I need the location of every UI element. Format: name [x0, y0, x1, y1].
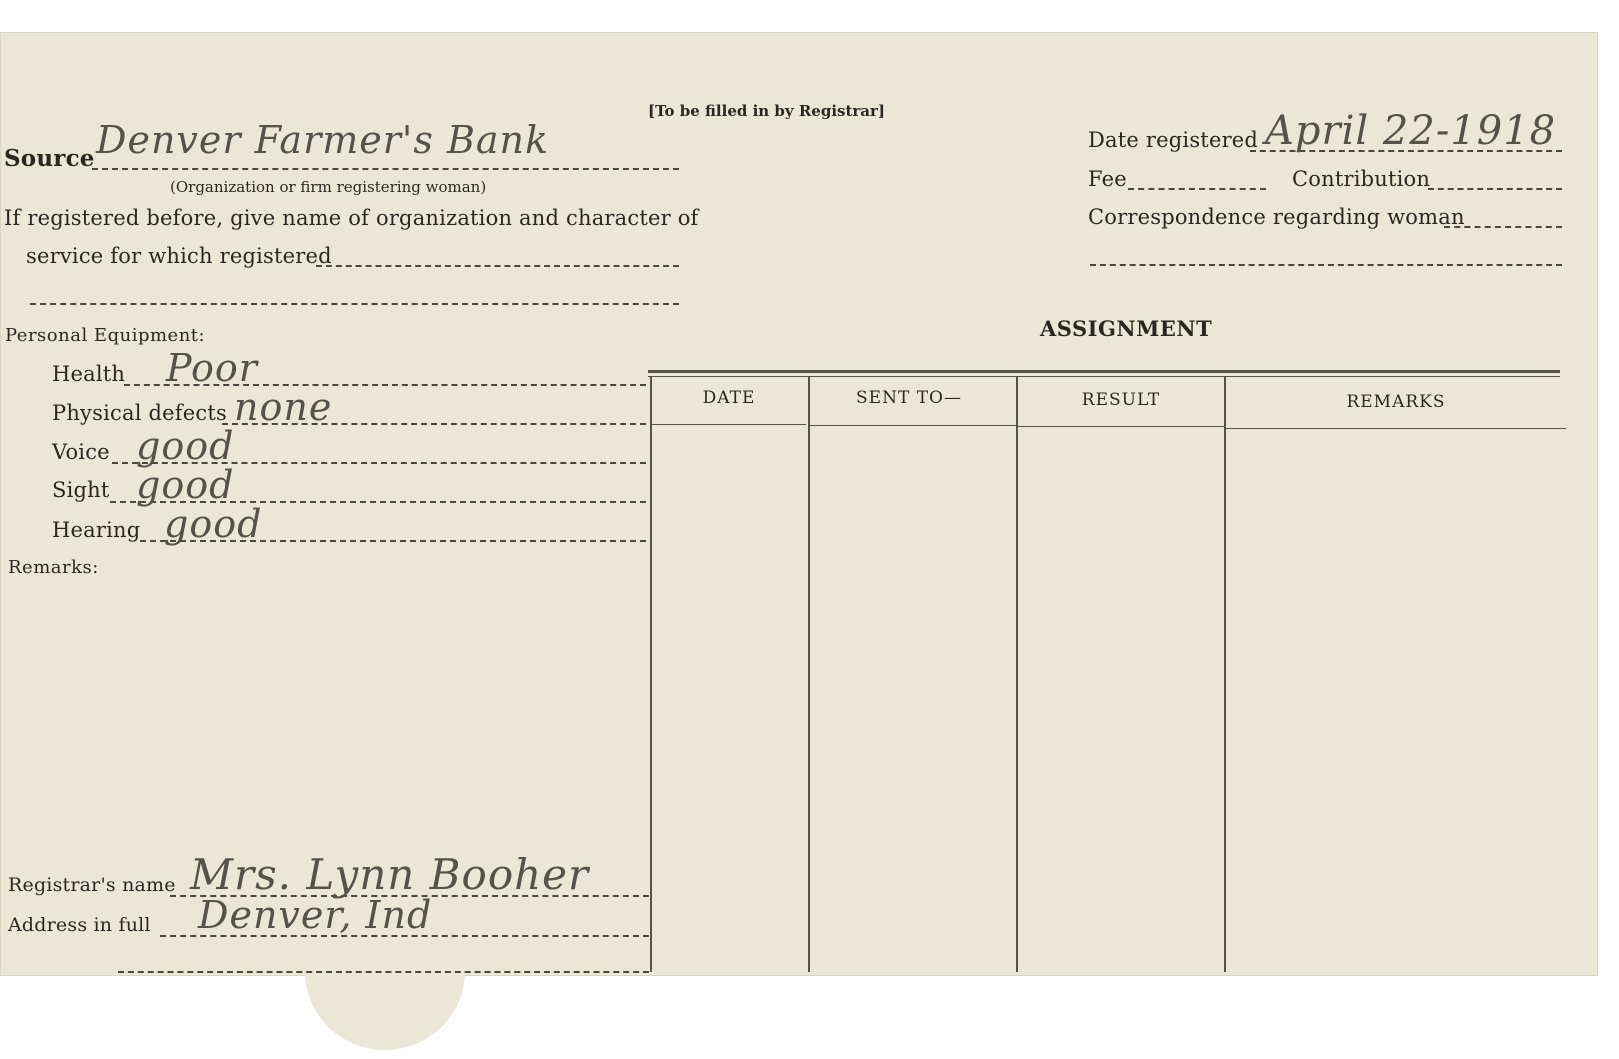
- health-label: Health: [52, 362, 126, 386]
- registered-before-line-2: [30, 303, 679, 305]
- physical-defects-value: none: [234, 385, 333, 429]
- column-result: RESULT: [1081, 390, 1161, 410]
- registrar-note: [To be filled in by Registrar]: [648, 102, 886, 120]
- voice-label: Voice: [52, 440, 110, 464]
- table-col-border-4: [1224, 376, 1226, 972]
- table-col-border-1: [650, 376, 652, 972]
- fee-line: [1128, 188, 1266, 190]
- correspondence-line-2: [1090, 264, 1562, 266]
- hearing-label: Hearing: [52, 518, 141, 542]
- address-label: Address in full: [8, 914, 151, 936]
- voice-value: good: [136, 424, 235, 468]
- address-line-2: [118, 971, 649, 973]
- column-remarks: REMARKS: [1346, 392, 1446, 412]
- correspondence-line: [1444, 226, 1562, 228]
- contribution-label: Contribution: [1292, 167, 1431, 191]
- source-value: Denver Farmer's Bank: [96, 118, 550, 162]
- table-header-rule-2: [810, 425, 1016, 426]
- registered-before-line: [316, 265, 679, 267]
- table-header-rule-1: [652, 424, 806, 425]
- sight-value: good: [136, 463, 235, 507]
- source-line: [92, 168, 679, 170]
- column-date: DATE: [702, 388, 756, 408]
- table-header-rule-3: [1018, 426, 1224, 427]
- remarks-heading: Remarks:: [8, 557, 99, 578]
- registered-before-label: If registered before, give name of organization and character of: [4, 206, 699, 230]
- date-registered-label: Date registered: [1088, 128, 1259, 152]
- table-col-border-2: [808, 376, 810, 972]
- personal-equipment-heading: Personal Equipment:: [5, 325, 206, 346]
- table-col-border-3: [1016, 376, 1018, 972]
- address-value: Denver, Ind: [198, 893, 433, 937]
- physical-defects-label: Physical defects: [52, 401, 227, 425]
- column-sent-to: SENT TO—: [856, 388, 962, 408]
- health-value: Poor: [166, 346, 258, 390]
- date-registered-value: April 22-1918: [1265, 108, 1557, 154]
- table-header-rule-4: [1226, 428, 1566, 429]
- table-top-rule-2: [648, 376, 1560, 377]
- contribution-line: [1428, 188, 1562, 190]
- assignment-heading: ASSIGNMENT: [1040, 316, 1213, 341]
- registered-before-label-2: service for which registered: [26, 244, 332, 268]
- correspondence-label: Correspondence regarding woman: [1088, 205, 1465, 229]
- hearing-value: good: [164, 502, 263, 546]
- fee-label: Fee: [1088, 167, 1127, 191]
- sight-label: Sight: [52, 478, 110, 502]
- table-top-rule: [648, 370, 1560, 373]
- registrar-label: Registrar's name: [8, 874, 176, 896]
- registrar-value: Mrs. Lynn Booher: [190, 850, 590, 899]
- card-index-tab: [305, 972, 465, 1050]
- source-caption: (Organization or firm registering woman): [170, 178, 487, 196]
- source-label: Source: [4, 145, 95, 172]
